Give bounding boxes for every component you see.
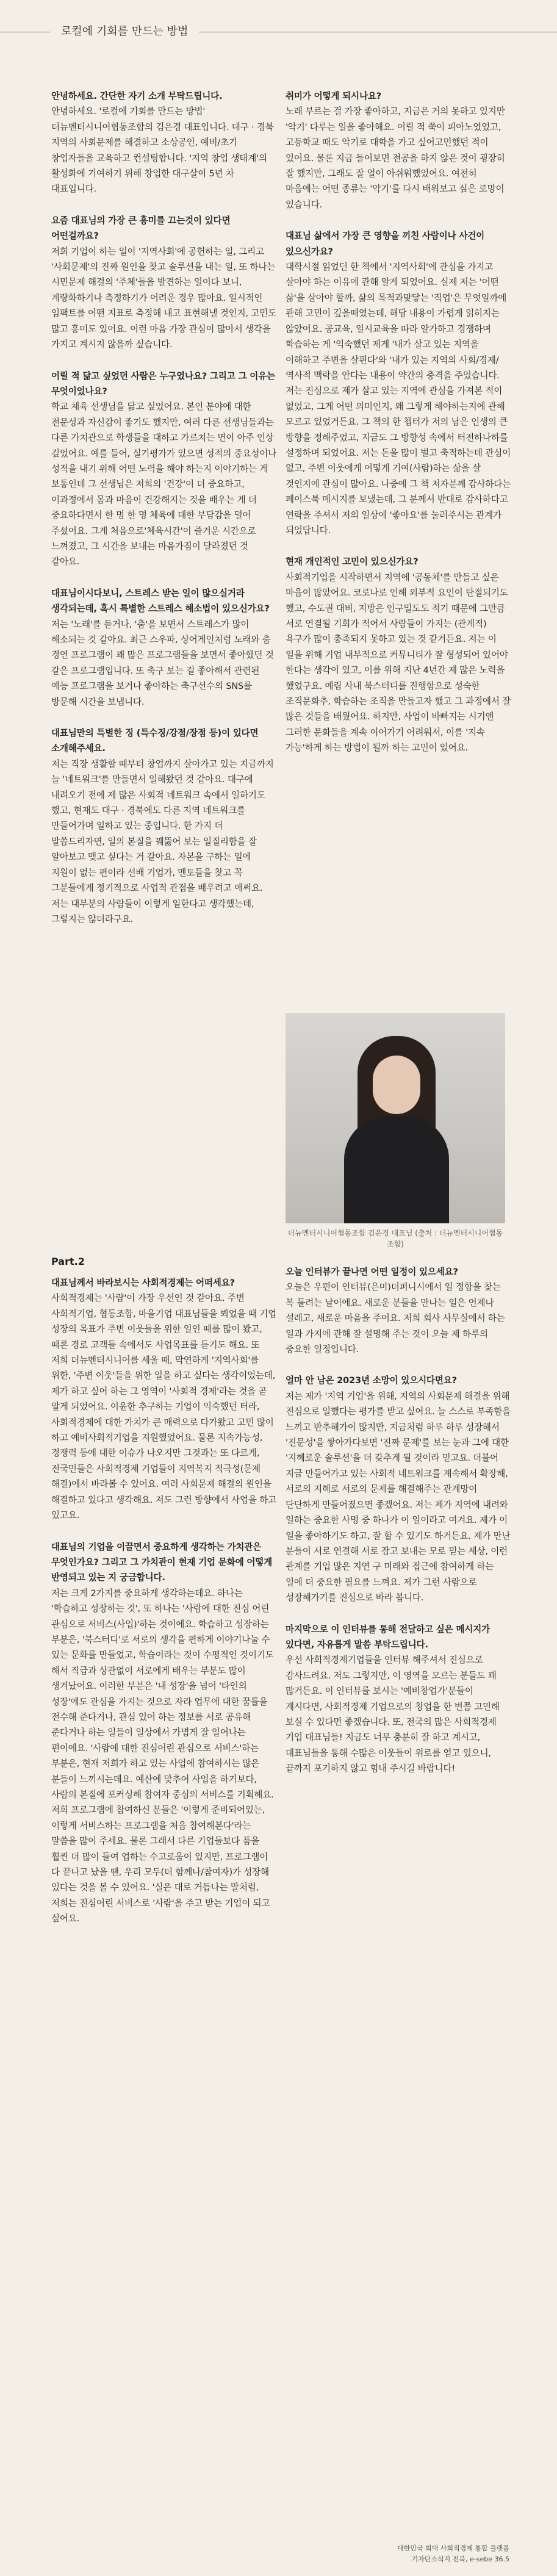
- answer: 저는 직장 생활할 때부터 창업까지 살아가고 있는 지금까지 늘 '네트워크'를 만들면서 일해왔던 것 같아요. 대구에 내려오기 전에 제 많은 사회적 네트워크 속에서 일하기도 했고, 현재도 대구 · 경북에도 다른 지역 네트워크를 만들어가며 일하고 있는 중입니다. 한 가지 더 말씀드리자면, 일의 본질을 꿰뚫어 보는 일질리함을 잘 알아보고 맺고 싶다는 거 같아요. 자본을 구하는 일에 지원이 없는 편이라 선배 기업가, 멘토들을 찾고 꼭 그분들에게 정기적으로 사업적 관점을 배우려고 애써요. 저는 대부분의 사람들이 이렇게 일한다고 생각했는데, 그렇지는 않더라구요.: [51, 758, 274, 924]
- page-footer: [397, 2543, 509, 2565]
- photo-caption: 더뉴멘터시니어협동조합 김은경 대표님 (출처 : 더뉴멘터시니어협동조합): [287, 1229, 503, 1248]
- column-left-part1: [51, 88, 277, 943]
- answer: 저는 제가 '지역 기업'을 위해, 지역의 사회문제 해결을 위해 진심으로 일했다는 평가를 받고 싶어요. 늘 스스로 부족함을 느끼고 반추해가이 많지만, 지금처럼 하루 하루 성장해서 '진문성'을 쌓아가다보면 '진짜 문제'를 보는 눈과 그에 대한 '지혜로운 솔루션'을 더 갖추게 될 것이라 믿고요. 더불어 지금 만들어가고 있는 사회적 네트워크를 계속해서 확장해, 서로의 지혜로 서로의 문제를 해결해주는 관계망이 단단하게 만들어졌으면 좋겠어요. 저는 제가 지역에 내려와 일하는 중요한 사명 중 하나가 이 일이라고 여겨요. 제가 이 일을 좋아하기도 하고, 잘 할 수 있기도 하거든요. 제가 만난 분들이 서로 연결해 서로 잡고 보내는 모로 믿는 세상, 이런 관계를 기업 많은 지연 구 미래와 접근에 참여하게 하는 일에 더 중요한 필요를 느껴요. 제가 그런 사람으로 성장해가기를 진심으로 바라 봅니다.: [286, 1391, 511, 1603]
- footer-line2: 기자단소식지 전북, e-sebe 36.5: [411, 2555, 509, 2563]
- question: 대표님만의 특별한 징 (특수징/강점/장점 등)이 있다면 소개해주세요.: [51, 728, 259, 754]
- answer: 저는 '노래'를 듣거나, '춤'을 보면서 스트레스가 많이 해소되는 것 같아요. 최근 스우파, 싱어게인처럼 노래와 춤 경연 프로그램이 꽤 많은 프로그램들을 보면서 좋아했던 것 같은 프로그램입니다. 또 축구 보는 걸 좋아해서 관련된 예능 프로그램을 보거나 좋아하는 축구선수의 SNS를 방문해 시간을 보냅니다.: [51, 619, 274, 707]
- answer: 학교 체육 선생님을 닮고 싶었어요. 본인 분야에 대한 전문성과 자신감이 좋기도 했지만, 여러 다른 선생님들과는 다른 가치관으로 학생들을 대하고 가르치는 면이 아주 인상 깊었어요. 예를 들어, 실기평가가 있으면 성적의 중요성이나 성적을 내기 위해 어떤 노력을 해야 하는지 이야기하는 게 보통인데 그 선생님은 저희의 '건강'이 더 중요하고, 이과정에서 몸과 마음이 건강해지는 것을 배우는 게 더 중요하다면서 한 명 한 명 체육에 대한 부담감을 덜어 주셨어요. 그게 처음으로'체육시간'이 즐거운 시간으로 느껴졌고, 그 시간을 보내는 마음가짐이 달라졌던 것 같아요.: [51, 401, 277, 567]
- footer-line1: 대한민국 회대 사회적경제 통합 플랫폼: [397, 2544, 509, 2552]
- question: 안녕하세요. 간단한 자기 소개 부탁드립니다.: [51, 91, 223, 101]
- question: 대표님의 기업을 이끌면서 중요하게 생각하는 가치관은 무엇인가요? 그리고 그 가치관이 현재 기업 문화에 어떻게 반영되고 있는 지 궁금합니다.: [51, 1541, 273, 1583]
- answer: 노래 부르는 걸 가장 좋아하고, 지금은 거의 못하고 있지만 '악기' 다루는 일을 좋아해요. 어릴 적 쭉이 피아노였었고, 고등학교 때도 악기로 대학을 가고 싶어고민했던 적이 있어요. 물론 지금 들어보면 전공을 하지 않은 것이 굉장히 잘 했지만, 그래도 잘 얼이 아쉬워했었어요. 여전히 마음에는 어떤 종류는 '악기'를 다시 배워보고 싶은 로망이 있습니다.: [286, 106, 505, 210]
- part2-label: Part.2: [51, 1256, 85, 1267]
- answer: 안녕하세요. '로컬에 기회를 만드는 방법' 더뉴멘터시니어협동조합의 김은경 대표입니다. 대구 · 경북 지역의 사회문제를 해결하고 소상공인, 예비/초기 창업자들을 교육하고 컨설팅합니다. '지역 창업 생태계'의 활성화에 기여하기 위해 창업한 대구살이 5년 차 대표입니다.: [51, 106, 274, 195]
- question: 어릴 적 닮고 싶었던 사람은 누구였나요? 그리고 그 이유는 무엇이었나요?: [51, 370, 275, 397]
- column-left-part2: [51, 1275, 277, 1943]
- question: 요즘 대표님의 가장 큰 흥미를 끄는것이 있다면 어떤걸까요?: [51, 215, 231, 242]
- page-header: [0, 23, 557, 41]
- question: 현재 개인적인 고민이 있으신가요?: [286, 556, 419, 567]
- question: 대표님 삶에서 가장 큰 영향을 끼친 사람이나 사건이 있으신가요?: [286, 231, 485, 257]
- answer: 오늘은 우편이 인터뷰(은미)더퍼니시에서 일 정합을 찾는 복 돌려는 날이에요. 새로운 분들을 만나는 일은 언제나 설레고, 새로운 마음을 주어요. 저희 회사 사무실에서 하는 일과 가지에 관해 잘 설명해 주는 것이 오늘 제 하루의 중요한 일정입니다.: [286, 1282, 505, 1355]
- header-title: 로컬에 기회를 만드는 방법: [50, 23, 199, 40]
- question: 대표님이시다보니, 스트레스 받는 일이 많으실거라 생각되는데, 혹시 특별한 스트레스 해소법이 있으신가요?: [51, 588, 270, 614]
- question: 얼마 안 남은 2023년 소망이 있으시다면요?: [286, 1375, 457, 1386]
- answer: 대학시절 읽었던 한 책에서 '지역사회'에 관심을 가지고 살아야 하는 이유에 관해 알게 되었어요. 실제 저는 '어떤 삶'을 살아야 할까, 삶의 목적과맞닿는 '직업'은 무엇일까에 관해 고민이 깊을때였는데, 해당 내용이 가렵게 읽히지는 않았어요. 공교육, 일시교육을 따라 앞가하고 경쟁하며 학습하는 게 '익숙했던 제게 '내가 살고 있는 지역을 이해하고 주변을 살핀다'와 '내가 있는 지역의 사회/경제/역사적 맥락을 안다는 내용이 약간의 충격을 주었습니다. 저는 진심으로 제가 살고 있는 지역에 관심을 가져본 적이 없었고, 그게 어떤 의미인지, 왜 그렇게 해야하는지에 관해 모르고 있었거든요. 그 책의 한 챕터가 저의 남은 인생의 큰 방향을 정해주었고, 지금도 그 방향성 속에서 터전하나하를 설정하며 되었어요. 저는 돈을 많이 벌고 축적하는데 관심이 없고, 주변 이웃에게 어떻게 기여(사람)하는 삶을 살 것인지에 관심이 많아요. 나중에 그 책 저자분께 감사하다는 페이스북 메시지를 보냈는데, 그 분께서 반대로 감사하다고 연락을 주셔서 저의 일상에 '좋아요'를 눌러주시는 관계가 되었답니다.: [286, 262, 511, 536]
- photo-face-shape: [373, 1056, 420, 1114]
- answer: 우선 사회적경제기업들을 인터뷰 해주셔서 진심으로 감사드려요. 저도 그렇지만, 이 영역을 모르는 분들도 꽤 많거든요. 이 인터뷰를 보시는 '예비창업가'분들이 계시다면, 사회적경제 기업으로의 창업을 한 번쯤 고민해 보실 수 있다면 좋겠습니다. 또, 전국의 많은 사회적경제 기업 대표님들! 지금도 너무 충분히 잘 하고 계시고, 대표님들을 통해 수많은 이웃들이 위로를 얻고 있으니, 끝까지 포기하지 않고 힘내 주시길 바랍니다!: [286, 1655, 500, 1774]
- question: 마지막으로 이 인터뷰를 통해 전달하고 싶은 메시지가 있다면, 자유롭게 말씀 부탁드립니다.: [286, 1624, 491, 1650]
- interviewee-photo: [286, 1013, 505, 1223]
- photo-body-shape: [344, 1117, 449, 1223]
- answer: 저희 기업이 하는 일이 '지역사회'에 공헌하는 일, 그리고 '사회문제'의 진짜 원인을 찾고 솔루션을 내는 일, 또 하나는 시민문제 해결의 '주체'들을 발견하는 일이다 보니, 계량화하기나 측정하기가 어려운 경우 많아요. 일시적인 임팩트를 어떤 지표로 측정해 내고 표현해낼 것인지, 고민도 많고 흥미도 있어요. 이런 마음 가장 관심이 많아서 생각을 가지고 계시지 않을까 싶습니다.: [51, 246, 277, 350]
- column-right-part2: [286, 1264, 511, 1793]
- column-right-part1: [286, 88, 511, 772]
- question: 오늘 인터뷰가 끝나면 어떤 일정이 있으세요?: [286, 1267, 458, 1277]
- answer: 저는 크게 2가지를 중요하게 생각하는데요. 하나는 '학습하고 성장하는 것', 또 하나는 '사람에 대한 진심 어린 관심으로 서비스(사업)'하는 것이에요. 학습하고 성장하는 부분은, '북스터디'로 서로의 생각을 편하게 이야기나눌 수 있는 문화를 만들었고, 학습이라는 것이 수평적인 것이기도 해서 직급과 상관없이 서로에게 배우는 부분도 많이 생겨났어요. 이러한 부분은 '내 성장'을 넘어 '타인의 성장'에도 관심을 가지는 것으로 자라 업무에 대한 꿈틀을 전수해 준다거나, 관심 있어 하는 정보를 서로 공유해 준다거나 하는 일들이 일상에서 가볍게 잘 일어나는 편이에요. '사람에 대한 진심어린 관심으로 서비스'하는 부분은, 현재 저희가 하고 있는 사업에 참여하시는 많은 분들이 느끼시는데요. 예산에 맞추어 사업을 하기보다, 사람의 본질에 포커싱해 참여자 중심의 서비스를 기획해요. 저희 프로그램에 참여하신 분들은 '이렇게 준비되어있는, 이렇게 서비스하는 프로그램을 처음 참여해본다'라는 말씀을 많이 주세요. 물론 그래서 다른 기업들보다 품을 훨씬 더 많이 들여 업하는 수고로움이 있지만, 프로그램이 다 끝나고 났을 땐, 우리 모두(더 함께나/참여자)가 성장해 있다는 것을 볼 수 있어요. '실은 대로 거듭나는 말처럼, 저희는 진심어린 서비스로 '사람'을 주고 받는 기업이 되고 싶어요.: [51, 1588, 274, 1924]
- question: 취미가 어떻게 되시나요?: [286, 91, 382, 101]
- answer: 사회적기업을 시작하면서 지역에 '공동체'를 만들고 싶은 마음이 많았어요. 코로나로 인해 외부적 요인이 탄절되기도 했고, 수도권 대비, 지방은 인구밀도도 적기 때문에 그만큼 서로 연결될 기회가 적어서 사람들이 가지는 (관계적) 욕구가 많이 충족되지 못하고 있는 것 같거든요. 저는 이 일을 위해 기업 내부적으로 커뮤니티가 잘 형성되어 있어야 한다는 생각이 있고, 이를 위해 지난 4년간 제 많은 노력을 했었구요. 예림 사내 북스터디를 진행함으로 성숙한 조직문화추, 학습하는 조직을 만들고자 했고 그 과정에서 잘 많은 것들을 배웠어요. 하지만, 사업이 바빠지는 시기엔 그러한 문화들을 계속 이어가기 어려워서, 이를 '지속 가능'하게 하는 방법이 될까 하는 고민이 있어요.: [286, 572, 511, 754]
- question: 대표님께서 바라보시는 사회적경제는 어떠세요?: [51, 1278, 235, 1288]
- answer: 사회적경제는 '사람'이 가장 우선인 것 같아요. 주변 사회적기업, 협동조합, 마을기업 대표님들을 뵈었을 때 기업 성장의 목표가 주변 이웃들을 위한 일인 때를 많이 봤고, 때론 경로 고객들 속에서도 사업목표를 듣기도 해요. 또 저희 더뉴멘터시니어를 세울 때, 막연하게 '지역사회'를 위한, '주변 이웃'들을 위한 일을 하고 싶다는 생각이었는데, 제가 하고 싶어 하는 그 영역이 '사회적 경제'라는 것을 곧 알게 되었어요. 이윤한 추구하는 기업이 익숙했던 터라, 사회적경제에 대한 가치가 큰 매력으로 다가왔고 고민 많이 하고 예비사회적기업을 지원했었어요. 물론 지속가능성, 경쟁력 등에 대한 이슈가 나오지만 그것과는 또 다르게, 전국민들은 사회적경제 기업들이 지역복지 적극성(문제 해결)에서 바라볼 수 있어요. 여러 사회문제 해결의 원인을 해결하고 있다고 생각해요. 저도 그런 방향에서 사업을 하고 있고요.: [51, 1293, 277, 1521]
